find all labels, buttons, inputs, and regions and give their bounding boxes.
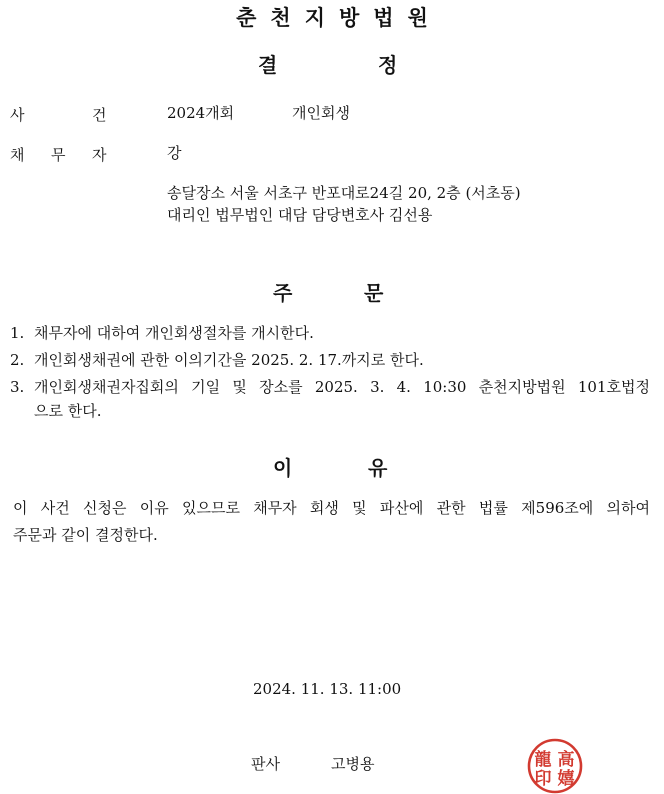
case-type: 개인회생: [292, 104, 350, 122]
doc-title-char-1: 결: [258, 53, 278, 77]
order-item-2-text: 개인회생채권에 관한 이의기간을 2025. 2. 17.까지로 한다.: [34, 351, 424, 369]
order-item-3-continuation: 으로 한다.: [34, 402, 102, 420]
order-item-2-num: 2.: [10, 351, 25, 369]
debtor-label-char-1: 채: [10, 146, 25, 164]
order-item-1-text: 채무자에 대하여 개인회생절차를 개시한다.: [34, 324, 314, 342]
svg-text:高: 高: [557, 750, 575, 770]
reason-text-line-1: 이 사건 신청은 이유 있으므로 채무자 회생 및 파산에 관한 법률 제596조에 의하여: [13, 499, 650, 517]
debtor-label-char-3: 자: [92, 146, 107, 164]
order-heading-char-1: 주: [273, 281, 293, 305]
decision-date: 2024. 11. 13. 11:00: [253, 680, 402, 698]
debtor-label-char-2: 무: [51, 146, 66, 164]
order-item-1-num: 1.: [10, 324, 25, 342]
order-item-3-text: 개인회생채권자집회의 기일 및 장소를 2025. 3. 4. 10:30 춘천지방법원 101호법정: [34, 378, 650, 396]
case-label-char-2: 건: [92, 106, 107, 124]
service-address: 송달장소 서울 서초구 반포대로24길 20, 2층 (서초동): [167, 184, 521, 202]
agent: 대리인 법무법인 대담 담당변호사 김선용: [167, 206, 433, 224]
reason-text-line-2: 주문과 같이 결정한다.: [13, 526, 158, 544]
reason-heading-char-1: 이: [273, 456, 293, 480]
court-name: 춘천지방법원: [236, 6, 442, 30]
doc-title-char-2: 정: [378, 53, 398, 77]
reason-heading-char-2: 유: [368, 456, 388, 480]
judge-title: 판사: [251, 755, 280, 773]
svg-text:嬉: 嬉: [557, 769, 575, 789]
svg-text:龍: 龍: [534, 750, 552, 770]
svg-text:印: 印: [534, 769, 552, 789]
debtor-name: 강: [167, 144, 182, 162]
judge-name: 고병용: [331, 755, 375, 773]
official-seal-icon: [527, 738, 583, 794]
case-label-char-1: 사: [10, 106, 25, 124]
order-heading-char-2: 문: [364, 281, 384, 305]
case-number: 2024개회: [167, 104, 235, 122]
order-item-3-num: 3.: [10, 378, 25, 396]
